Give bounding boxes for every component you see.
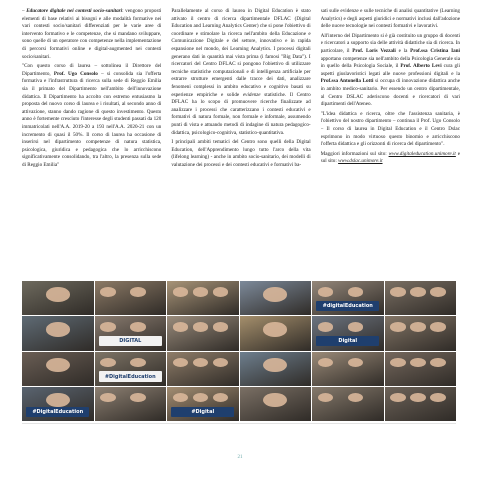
- person-face: [100, 287, 116, 296]
- text-run: Educatore digitale nei contesti socio-sanitari: [26, 8, 123, 14]
- paragraph: [321, 33, 460, 109]
- collage-photo: [240, 387, 312, 421]
- collage-photo: [312, 387, 384, 421]
- hashtag-sign: #Digital: [171, 407, 234, 417]
- text-run: Prof. Alberto Levi: [400, 63, 442, 70]
- collage-photo: [95, 352, 167, 386]
- person-face: [173, 322, 189, 331]
- person-face: [213, 393, 229, 402]
- person-face: [213, 322, 229, 331]
- person-face: [193, 393, 209, 402]
- person-face: [348, 322, 364, 331]
- collage-photo: [22, 316, 94, 350]
- hashtag-sign: #DigitalEducation: [26, 407, 89, 417]
- person-face: [173, 358, 189, 367]
- text-run: e sul sito:: [320, 150, 460, 165]
- text-columns: [22, 8, 460, 278]
- person-face: [390, 358, 406, 367]
- text-run: apportano competenze sia nell'ambito della Psicologia Generale sia in quello della Psicologia Sociale, il: [320, 55, 460, 70]
- person-face: [390, 287, 406, 296]
- text-run: Maggiori informazioni sul sito:: [320, 150, 389, 157]
- collage-photo: [22, 281, 94, 315]
- person-face: [263, 322, 287, 337]
- text-run: Prof. Loris Vezzali: [352, 47, 396, 54]
- collage-photo: [95, 316, 167, 350]
- person-face: [430, 287, 446, 296]
- paragraph: [22, 63, 161, 169]
- person-face: [263, 393, 287, 408]
- paragraph: [321, 111, 460, 149]
- collage-photo: [240, 281, 312, 315]
- person-face: [348, 287, 364, 296]
- person-face: [100, 322, 116, 331]
- person-face: [130, 358, 146, 367]
- person-face: [348, 358, 364, 367]
- photo-collage: [22, 281, 456, 421]
- person-face: [193, 287, 209, 296]
- text-run: statistiche. Il Centro DFLAC ha lo scopo di promuovere ricerche finalizzate ad analizzare i processi che caratterizzano i contesti educativi e formativi di natura formale, non formale e informale, assumendo punti di vista e attuando metodi di indagine di natura pedagogico-didattica, psicologico-cognitiva, statistico-quantitativa.: [171, 91, 311, 136]
- text-run: Parallelamente al corso di laurea in Digital Education è stato attivato il centro di ricerca dipartimentale DFLAC (Digital Education and Learning Analytics Center) che si pone l'obiettivo di coordinare e stimolare la ricerca nell'ambito della Educazione e Comunicazione Digitale e del settore, innovativo e in rapida espansione nel mondo, dei Learning Analytics. I processi digitali generano dati in quantità mai vista prima (i famosi "Big Data"). I ricercatori del Centro DFLAC si pongono l'obiettivo di utilizzare tecniche statistiche computazionali e di intelligenza artificiale per estrarre strutture emergenti dalle tracce dei dati, analizzare fenomeni complessi in ambito educativo e cognitivo basati su esperienze empiriche e solide: [171, 8, 311, 98]
- website-link[interactable]: www.dslac.unimore.it: [338, 158, 383, 165]
- collage-photo: [385, 316, 457, 350]
- collage-photo: [167, 352, 239, 386]
- person-face: [46, 393, 70, 408]
- person-face: [193, 322, 209, 331]
- collage-photo: [95, 387, 167, 421]
- collage-photo: [385, 281, 457, 315]
- collage-photo: [312, 352, 384, 386]
- footer-rule: [22, 423, 456, 424]
- column-right: [321, 8, 460, 278]
- column-left: [22, 8, 161, 278]
- collage-photo: [385, 387, 457, 421]
- person-face: [213, 287, 229, 296]
- person-face: [348, 393, 364, 402]
- collage-photo: [22, 387, 94, 421]
- text-run: : vengono proposti elementi di base relativi ai bisogni e alle modalità formative nei vari contesti socio/sanitari differenziati per le varie aree di intervento formativo e le competenze, che si mandano sviluppare, sono quelle di un operatore con competenze nella implementazione di percorsi formativi online e digital-augmented nei contesti socio/sanitari.: [22, 8, 162, 60]
- person-face: [46, 322, 70, 337]
- person-face: [430, 322, 446, 331]
- text-run: "Con questo corso di laurea – sottolinea il Direttore del Dipartimento,: [22, 63, 162, 77]
- text-run: cura gli aspetti giuslavoristici legati alle nuove professioni digitali e la: [320, 63, 460, 77]
- text-run: Prof. Ugo Consolo: [53, 70, 98, 77]
- person-face: [100, 358, 116, 367]
- person-face: [430, 358, 446, 367]
- person-face: [100, 393, 116, 402]
- person-face: [130, 322, 146, 331]
- collage-photo: [240, 316, 312, 350]
- collage-photo: [22, 352, 94, 386]
- collage-photo: [385, 352, 457, 386]
- person-face: [390, 322, 406, 331]
- collage-photo: [312, 316, 384, 350]
- text-run: – si consolida sia l'offerta formativa e l'infrastruttura di ricerca sulla sede di Reggio Emilia sia il primato del Dipartimento nell'ambito dell'innovazione didattica. Il Dipartimento ha accolto con estremo entusiasmo la proposta del nuovo corso di laurea e i risultati, al secondo anno di attivazione, stanno dando ragione di questo investimento. Questo anno è fortemente cresciuto l'interesse degli studenti passati da 120 immatricolati nell'A.A. 2019-20 a 193 nell'A.A. 2020-21 con un incremento di quasi il 50%. Il corso di laurea ha occasione di inserirsi nel dipartimento competenze di natura statistica, psicologica, giuridica e pedagogica che lo arricchiscono significativamente consolidando, tra l'altro, la presenza sulla sede di Reggio Emilia": [22, 70, 162, 168]
- person-face: [410, 358, 426, 367]
- person-face: [46, 358, 70, 373]
- text-run: "L'idea didattica e ricerca, oltre che l'assistenza sanitaria, è l'obiettivo del nostro dipartimento – continua il Prof. Ugo Consolo – Il corso di laurea in Digital Education e il Centro Dslac esprimono in modo virtuoso questo binomio e arricchiscono l'offerta didattica e gli orizzonti di ricerca del dipartimento".: [320, 110, 460, 148]
- hashtag-sign: DIGITAL: [99, 336, 162, 346]
- hashtag-sign: #DigitalEducation: [99, 371, 162, 381]
- text-run: –: [22, 8, 27, 14]
- text-run: evidenze: [242, 91, 261, 98]
- person-face: [193, 358, 209, 367]
- person-face: [318, 393, 334, 402]
- text-run: Prof.ssa Cristina Iani: [410, 47, 460, 54]
- person-face: [390, 393, 406, 402]
- hashtag-sign: #digitalEducation: [316, 301, 379, 311]
- person-face: [130, 287, 146, 296]
- person-face: [318, 358, 334, 367]
- paragraph: [321, 151, 460, 166]
- person-face: [318, 322, 334, 331]
- page-number: 21: [237, 455, 243, 460]
- paragraph: [171, 139, 310, 169]
- text-run: e la: [395, 47, 411, 54]
- collage-photo: [312, 281, 384, 315]
- person-face: [263, 287, 287, 302]
- person-face: [318, 287, 334, 296]
- collage-photo: [167, 387, 239, 421]
- text-run: sati sulle evidenze e sulle tecniche di analisi quantitative (Learning Analytics) e degli aspetti giuridici e normativi inclusi dall'adozione delle nuove tecnologie nei contesti formativi e lavorativi.: [320, 8, 460, 30]
- text-run: All'interno del Dipartimento si è già costituito un gruppo di docenti e ricercatori a supporto sia delle attività didattiche sia di ricerca. In particolare, il: [320, 32, 460, 54]
- person-face: [173, 287, 189, 296]
- column-middle: [171, 8, 310, 278]
- person-face: [130, 393, 146, 402]
- collage-photo: [167, 281, 239, 315]
- hashtag-sign: Digital: [316, 336, 379, 346]
- person-face: [430, 393, 446, 402]
- person-face: [263, 358, 287, 373]
- text-run: si occupa di innovazione didattica anche in ambito medico-sanitario. Per essendo un centro dipartimentale, al Centro DSLAC aderiscono docenti e ricercatori di vari dipartimenti dell'Ateneo.: [320, 78, 460, 108]
- person-face: [410, 322, 426, 331]
- person-face: [213, 358, 229, 367]
- collage-photo: [240, 352, 312, 386]
- person-face: [410, 287, 426, 296]
- website-link[interactable]: www.digitaleducation.unimore.it: [388, 150, 456, 157]
- paragraph: [22, 8, 161, 61]
- collage-photo: [95, 281, 167, 315]
- person-face: [410, 393, 426, 402]
- person-face: [46, 287, 70, 302]
- text-run: I principali ambiti tematici del Centro sono quelli della Digital Education, dell'Apprendimento lungo tutto l'arco della vita (lifelong learning) - anche in ambito socio-sanitario, dei modelli di valutazione dei processi e dei contesti educativi e formativi ba-: [171, 139, 311, 168]
- collage-photo: [167, 316, 239, 350]
- paragraph: [171, 8, 310, 137]
- paragraph: [321, 8, 460, 31]
- text-run: Prof.ssa Antonella Lotti: [320, 78, 374, 85]
- person-face: [173, 393, 189, 402]
